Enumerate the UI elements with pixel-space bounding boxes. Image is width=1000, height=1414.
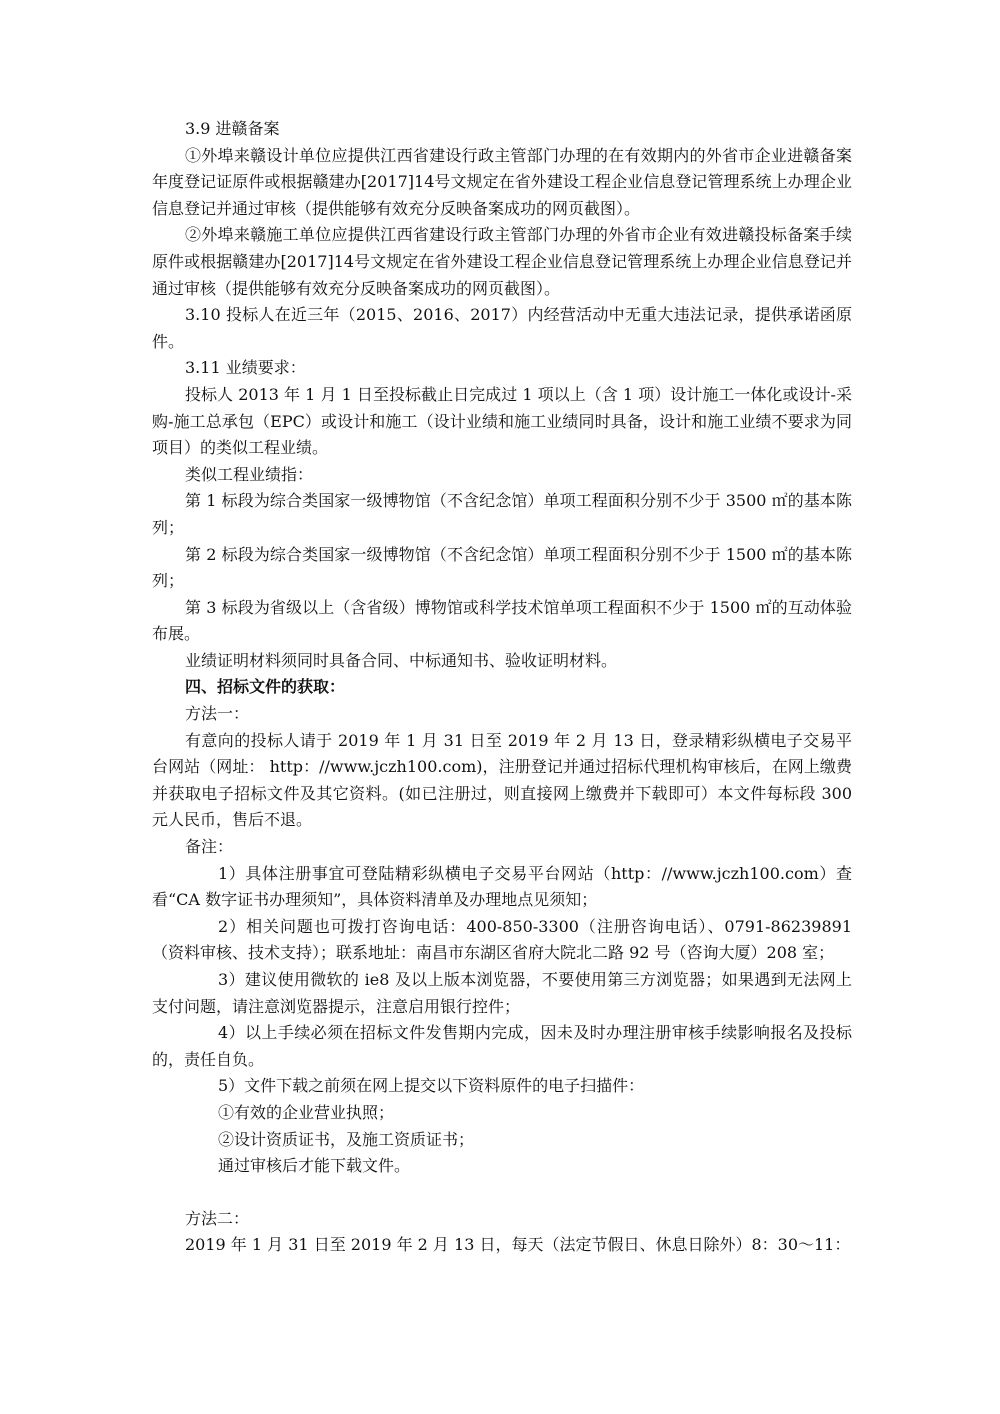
note-5: 5）文件下载之前须在网上提交以下资料原件的电子扫描件： (218, 1076, 645, 1096)
lot-2-requirement: 第 2 标段为综合类国家一级博物馆（不含纪念馆）单项工程面积分别不少于 1500 ㎡的基本陈列； (152, 544, 852, 591)
note-5-item-b: ②设计资质证书，及施工资质证书； (218, 1129, 475, 1149)
section-3-11-requirement: 投标人 2013 年 1 月 1 日至投标截止日完成过 1 项以上（含 1 项）设计施工一体化或设计-采购-施工总承包（EPC）或设计和施工（设计业绩和施工业绩同时具备，设计和施工业绩不要求为同项目）的类似工程业绩。 (152, 384, 852, 458)
similar-works-title: 类似工程业绩指： (185, 464, 314, 484)
method-1-title: 方法一： (185, 704, 250, 724)
method-1-body: 有意向的投标人请于 2019 年 1 月 31 日至 2019 年 2 月 13 日，登录精彩纵横电子交易平台网站（网址： http：//www.jczh100.com)，注册登记并通过招标代理机构审核后，在网上缴费并获取电子招标文件及其它资料。(如已注册过，则直接网上缴费并下载即可）本文件每标段 300 元人民币，售后不退。 (152, 730, 852, 830)
section-4-heading: 四、招标文件的获取： (185, 677, 346, 697)
section-3-9-item-1: ①外埠来赣设计单位应提供江西省建设行政主管部门办理的在有效期内的外省市企业进赣备案年度登记证原件或根据赣建办[2017]14号文规定在省外建设工程企业信息登记管理系统上办理企业信息登记并通过审核（提供能够有效充分反映备案成功的网页截图）。 (152, 145, 852, 218)
document-body (152, 116, 852, 1259)
method-2-body: 2019 年 1 月 31 日至 2019 年 2 月 13 日，每天（法定节假日、休息日除外）8：30～11： (185, 1235, 851, 1255)
note-1: 1）具体注册事宜可登陆精彩纵横电子交易平台网站（http：//www.jczh100.com）查看“CA 数字证书办理须知”，具体资料清单及办理地点见须知； (152, 863, 852, 910)
method-2-title: 方法二： (185, 1208, 250, 1228)
section-3-9-title: 3.9 进赣备案 (185, 119, 280, 138)
note-5-item-a: ①有效的企业营业执照； (218, 1102, 395, 1122)
notes-title: 备注： (185, 837, 234, 857)
note-2: 2）相关问题也可拨打咨询电话：400-850-3300（注册咨询电话）、0791-86239891（资料审核、技术支持）；联系地址：南昌市东湖区省府大院北二路 92 号（咨询大厦）208 室； (152, 916, 852, 963)
proof-materials: 业绩证明材料须同时具备合同、中标通知书、验收证明材料。 (185, 650, 618, 670)
note-4: 4）以上手续必须在招标文件发售期内完成，因未及时办理注册审核手续影响报名及投标的，责任自负。 (152, 1023, 852, 1069)
section-3-11-title: 3.11 业绩要求： (185, 358, 306, 378)
blank-line (152, 1180, 852, 1206)
section-3-9-item-2: ②外埠来赣施工单位应提供江西省建设行政主管部门办理的外省市企业有效进赣投标备案手续原件或根据赣建办[2017]14号文规定在省外建设工程企业信息登记管理系统上办理企业信息登记并通过审核（提供能够有效充分反映备案成功的网页截图）。 (152, 225, 852, 298)
lot-3-requirement: 第 3 标段为省级以上（含省级）博物馆或科学技术馆单项工程面积不少于 1500 ㎡的互动体验布展。 (152, 597, 852, 644)
note-3: 3）建议使用微软的 ie8 及以上版本浏览器，不要使用第三方浏览器；如果遇到无法网上支付问题，请注意浏览器提示，注意启用银行控件； (152, 970, 852, 1016)
lot-1-requirement: 第 1 标段为综合类国家一级博物馆（不含纪念馆）单项工程面积分别不少于 3500 ㎡的基本陈列； (152, 491, 852, 537)
section-3-10: 3.10 投标人在近三年（2015、2016、2017）内经营活动中无重大违法记录，提供承诺函原件。 (152, 305, 852, 351)
note-5-item-c: 通过审核后才能下载文件。 (218, 1156, 411, 1176)
